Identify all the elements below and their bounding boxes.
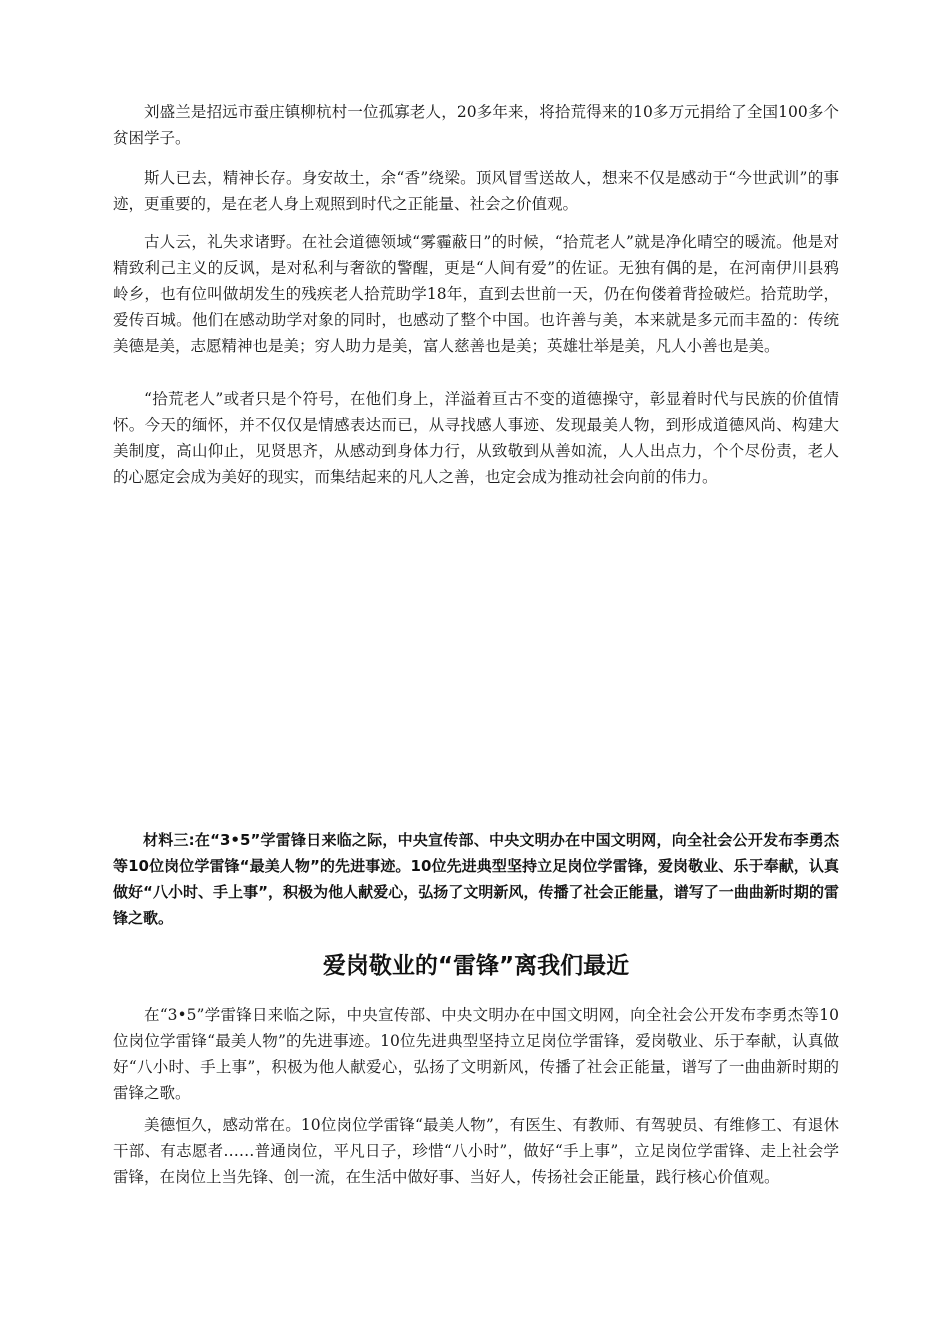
paragraph-ancients-said: 古人云，礼失求诸野。在社会道德领域“雾霾蔽日”的时候，“拾荒老人”就是净化晴空的暖流。他是对精致利己主义的反讽，是对私利与奢欲的警醒，更是“人间有爱”的佐证。无独有偶的是，在河南伊川县鸦岭乡，也有位叫做胡发生的残疾老人拾荒助学18年，直到去世前一天，仍在佝偻着背捡破烂。拾荒助学，爱传百城。他们在感动助学对象的同时，也感动了整个中国。也许善与美，本来就是多元而丰盈的：传统美德是美，志愿精神也是美；穷人助力是美，富人慈善也是美；英雄壮举是美，凡人小善也是美。	[113, 233, 839, 355]
paragraph-spirit-lives-on: 斯人已去，精神长存。身安故土，余“香”绕梁。顶风冒雪送故人，想来不仅是感动于“今世武训”的事迹，更重要的，是在老人身上观照到时代之正能量、社会之价值观。	[113, 169, 839, 213]
article-paragraph-1: 在“3•5”学雷锋日来临之际，中央宣传部、中央文明办在中国文明网，向全社会公开发布李勇杰等10位岗位学雷锋“最美人物”的先进事迹。10位先进典型坚持立足岗位学雷锋，爱岗敬业、乐于奉献，认真做好“八小时、手上事”，积极为他人献爱心，弘扬了文明新风，传播了社会正能量，谱写了一曲曲新时期的雷锋之歌。	[113, 1006, 839, 1102]
article-paragraph-2: 美德恒久，感动常在。10位岗位学雷锋“最美人物”，有医生、有教师、有驾驶员、有维修工、有退休干部、有志愿者……普通岗位，平凡日子，珍惜“八小时”，做好“手上事”，立足岗位学雷锋、走上社会学雷锋，在岗位上当先锋、创一流，在生活中做好事、当好人，传扬社会正能量，践行核心价值观。	[113, 1116, 839, 1186]
paragraph-scavenger-symbol: “拾荒老人”或者只是个符号，在他们身上，洋溢着亘古不变的道德操守，彰显着时代与民族的价值情怀。今天的缅怀，并不仅仅是情感表达而已，从寻找感人事迹、发现最美人物，到形成道德风尚、构建大美制度，高山仰止，见贤思齐，从感动到身体力行，从致敬到从善如流，人人出点力，个个尽份责，老人的心愿定会成为美好的现实，而集结起来的凡人之善，也定会成为推动社会向前的伟力。	[113, 390, 839, 486]
material-three-paragraph: 材料三:在“3•5”学雷锋日来临之际，中央宣传部、中央文明办在中国文明网，向全社会公开发布李勇杰等10位岗位学雷锋“最美人物”的先进事迹。10位先进典型坚持立足岗位学雷锋，爱岗敬业、乐于奉献，认真做好“八小时、手上事”，积极为他人献爱心，弘扬了文明新风，传播了社会正能量，谱写了一曲曲新时期的雷锋之歌。	[113, 831, 839, 927]
paragraph-liu-shenglan: 刘盛兰是招远市蚕庄镇柳杭村一位孤寡老人，20多年来，将拾荒得来的10多万元捐给了全国100多个贫困学子。	[113, 103, 839, 147]
article-title: 爱岗敬业的“雷锋”离我们最近	[322, 953, 630, 979]
